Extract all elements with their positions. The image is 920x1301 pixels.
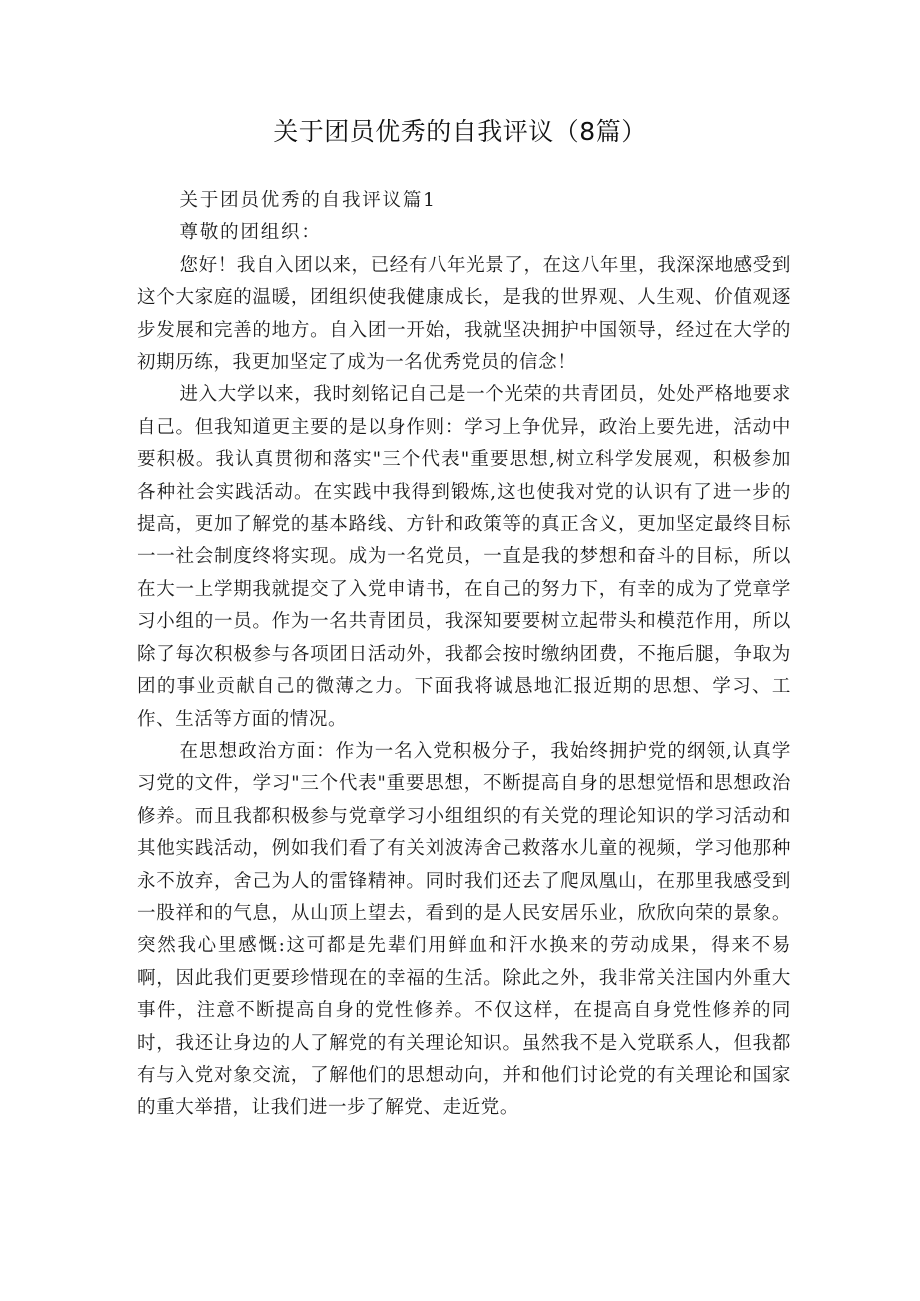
document-title: 关于团员优秀的自我评议（8篇） — [273, 117, 647, 146]
section-heading: 关于团员优秀的自我评议篇1 — [179, 190, 437, 211]
body-paragraph: 进入大学以来，我时刻铭记自己是一个光荣的共青团员，处处严格地要求自己。但我知道更主要的是以身作则：学习上争优异，政治上要先进，活动中要积极。我认真贯彻和落实"三个代表"重要思想,树立科学发展观，积极参加各种社会实践活动。在实践中我得到锻炼,这也使我对党的认识有了进一步的提高，更加了解党的基本路线、方针和政策等的真正含义，更加坚定最终目标一一社会制度终将实现。成为一名党员，一直是我的梦想和奋斗的目标，所以在大一上学期我就提交了入党申请书，在自己的努力下，有幸的成为了党章学习小组的一员。作为一名共青团员，我深知要要树立起带头和模范作用，所以除了每次积极参与各项团日活动外，我都会按时缴纳团费，不拖后腿，争取为团的事业贡献自己的微薄之力。下面我将诚恳地汇报近期的思想、学习、工作、生活等方面的情况。 — [137, 384, 791, 730]
body-paragraph: 您好！我自入团以来，已经有八年光景了，在这八年里，我深深地感受到这个大家庭的温暖，团组织使我健康成长，是我的世界观、人生观、价值观逐步发展和完善的地方。自入团一开始，我就坚决拥护中国领导，经过在大学的初期历练，我更加坚定了成为一名优秀党员的信念！ — [137, 254, 791, 374]
body-paragraph: 在思想政治方面：作为一名入党积极分子，我始终拥护党的纲领,认真学习党的文件，学习"三个代表"重要思想，不断提高自身的思想觉悟和思想政治修养。而且我都积极参与党章学习小组组织的有关党的理论知识的学习活动和其他实践活动，例如我们看了有关刘波涛舍己救落水儿童的视频，学习他那种永不放弃，舍己为人的雷锋精神。同时我们还去了爬凤凰山，在那里我感受到一股祥和的气息，从山顶上望去，看到的是人民安居乐业，欣欣向荣的景象。突然我心里感慨:这可都是先辈们用鲜血和汗水换来的劳动成果，得来不易啊，因此我们更要珍惜现在的幸福的生活。除此之外，我非常关注国内外重大事件，注意不断提高自身的党性修养。不仅这样，在提高自身党性修养的同时，我还让身边的人了解党的有关理论知识。虽然我不是入党联系人，但我都有与入党对象交流，了解他们的思想动向，并和他们讨论党的有关理论和国家的重大举措，让我们进一步了解党、走近党。 — [137, 740, 791, 1119]
salutation: 尊敬的团组织： — [179, 222, 322, 244]
document-body — [137, 185, 791, 1125]
